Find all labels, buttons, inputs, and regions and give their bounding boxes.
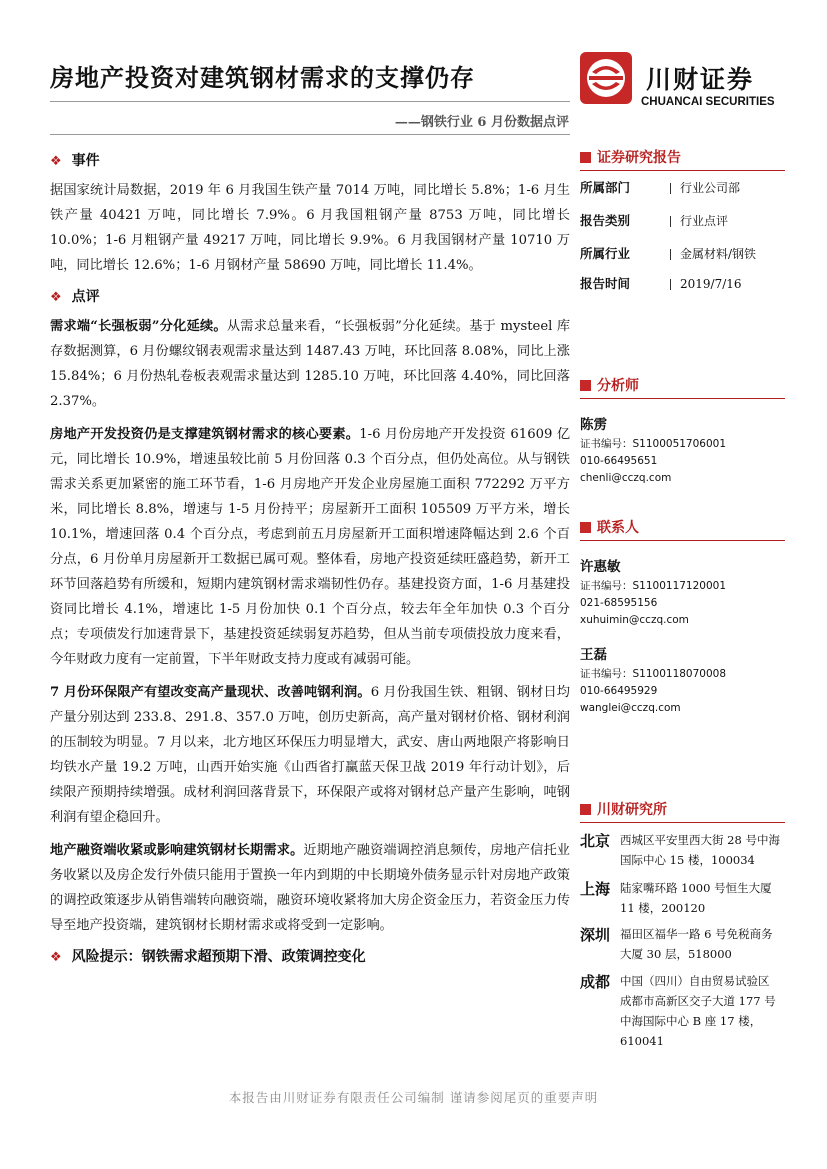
contact-cert: 证书编号：S1100117120001 xyxy=(580,580,727,592)
analyst-phone: 010-66495651 xyxy=(580,455,658,467)
contact-name: 许惠敏 xyxy=(580,559,621,575)
comment-paragraph-2: 房地产开发投资仍是支撑建筑钢材需求的核心要素。1-6 月份房地产开发投资 61609 亿元，同比增长 10.9%，增速虽较比前 5 月份回落 0.3 个百分点，但仍处高位。从与钢铁需求关系更加紧密的施工环节看，1-6 月房地产开发企业房屋施工面积 772292 万平方米，同比增长 8.8%，增速与 1-5 月份持平；房屋新开工面积 105509 万平方米，增长 10.1%，增速回落 0.4 个百分点，考虑到前五月房屋新开工面积增速降幅达到 2.6 个百分点，6 月份单月房屋新开工数据已属可观。整体看，房地产投资延续旺盛趋势，新开工环节回落趋势有所缓和，短期内建筑钢材需求端韧性仍存。基建投资方面，1-6 月基建投资同比增长 4.1%，增速比 1-5 月份加快 0.1 个百分点，较去年全年加快 0.3 个百分点；专项债发行加速背景下，基建投资延续弱复苏趋势，但从当前专项债投放力度来看，今年财政力度有一定前置，下半年财政支持力度或有减弱可能。 xyxy=(50,427,571,667)
header-divider-bottom xyxy=(50,134,570,135)
square-bullet-icon xyxy=(580,152,591,163)
diamond-bullet-icon: ❖ xyxy=(50,154,62,169)
logo-text-cn: 川财证券 xyxy=(646,65,755,94)
analyst-name: 陈雳 xyxy=(580,417,607,433)
risk-heading: ❖ 风险提示：钢铁需求超预期下滑、政策调控变化 xyxy=(50,949,366,965)
report-heading: 证券研究报告 xyxy=(580,148,681,168)
analyst-email[interactable]: chenli@cczq.com xyxy=(580,472,672,484)
page-title: 房地产投资对建筑钢材需求的支撑仍存 xyxy=(50,63,475,92)
comment-paragraph-3: 7 月份环保限产有望改变高产量现状、改善吨钢利润。6 月份我国生铁、粗钢、钢材日均产量分别达到 233.8、291.8、357.0 万吨，创历史新高，高产量对钢材价格、钢材利润的压制较为明显。7 月以来，北方地区环保压力明显增大，武安、唐山两地限产将影响日均铁水产量 19.2 万吨，山西开始实施《山西省打赢蓝天保卫战 2019 年行动计划》，后续限产预期持续增强。成材利润回落背景下，环保限产或将对钢材总产量产生影响，吨钢利润有望企稳回升。 xyxy=(50,685,570,825)
contact-phone: 010-66495929 xyxy=(580,685,658,697)
contact-cert: 证书编号：S1100118070008 xyxy=(580,668,727,680)
square-bullet-icon xyxy=(580,804,591,815)
event-paragraph: 据国家统计局数据，2019 年 6 月我国生铁产量 7014 万吨，同比增长 5.8%；1-6 月生铁产量 40421 万吨，同比增长 7.9%。6 月我国粗钢产量 8753 万吨，同比增长 10.0%；1-6 月粗钢产量 49217 万吨，同比增长 9.9%。6 月我国钢材产量 10710 万吨，同比增长 12.6%；1-6 月钢材产量 58690 万吨，同比增长 11.4%。 xyxy=(50,183,570,273)
contact-phone: 021-68595156 xyxy=(580,597,658,609)
contact-email[interactable]: wanglei@cczq.com xyxy=(580,702,681,714)
analyst-heading: 分析师 xyxy=(580,376,639,396)
page-subtitle: ——钢铁行业 6 月份数据点评 xyxy=(394,115,569,130)
contact-card xyxy=(580,556,726,629)
sidebar-divider xyxy=(580,540,785,541)
contact-heading: 联系人 xyxy=(580,518,639,538)
logo-text-en: CHUANCAI SECURITIES xyxy=(641,96,775,108)
info-row-category: 报告类别 行业点评 xyxy=(580,213,729,228)
logo-mark-icon xyxy=(580,52,632,104)
square-bullet-icon xyxy=(580,380,591,391)
contact-card xyxy=(580,644,726,717)
main-content xyxy=(50,148,570,974)
header-divider xyxy=(50,101,570,102)
info-row-date: 报告时间 2019/7/16 xyxy=(580,276,742,291)
info-row-department: 所属部门 行业公司部 xyxy=(580,180,741,195)
diamond-bullet-icon: ❖ xyxy=(50,950,62,965)
sidebar-divider xyxy=(580,822,785,823)
contact-name: 王磊 xyxy=(580,647,607,663)
event-heading: ❖ 事件 xyxy=(50,153,100,169)
analyst-cert: 证书编号：S1100051706001 xyxy=(580,438,727,450)
footer-disclaimer: 本报告由川财证券有限责任公司编制 谨请参阅尾页的重要声明 xyxy=(228,1090,599,1105)
sidebar-divider xyxy=(580,170,785,171)
diamond-bullet-icon: ❖ xyxy=(50,290,62,305)
comment-paragraph-1: 需求端“长强板弱”分化延续。从需求总量来看，“长强板弱”分化延续。基于 mysteel 库存数据测算，6 月份螺纹钢表观需求量达到 1487.43 万吨，环比回落 8.08%，同比上涨 15.84%；6 月份热轧卷板表观需求量达到 1285.10 万吨，环比回落 4.40%，同比回落 2.37%。 xyxy=(50,319,571,409)
company-logo xyxy=(580,52,780,112)
info-row-industry: 所属行业 金属材料/钢铁 xyxy=(580,246,757,261)
sidebar-divider xyxy=(580,398,785,399)
contact-email[interactable]: xuhuimin@cczq.com xyxy=(580,614,689,626)
institute-heading: 川财研究所 xyxy=(580,800,667,820)
square-bullet-icon xyxy=(580,522,591,533)
comment-heading: ❖ 点评 xyxy=(50,289,100,305)
comment-paragraph-4: 地产融资端收紧或影响建筑钢材长期需求。近期地产融资端调控消息频传，房地产信托业务收紧以及房企发行外债只能用于置换一年内到期的中长期境外债务显示针对房地产政策的调控政策逐步从销售端转向融资端，融资环境收紧将加大房企资金压力，若资金压力传导至地产投资端，建筑钢材长期材需求或将受到一定影响。 xyxy=(50,843,570,933)
analyst-card xyxy=(580,414,726,487)
